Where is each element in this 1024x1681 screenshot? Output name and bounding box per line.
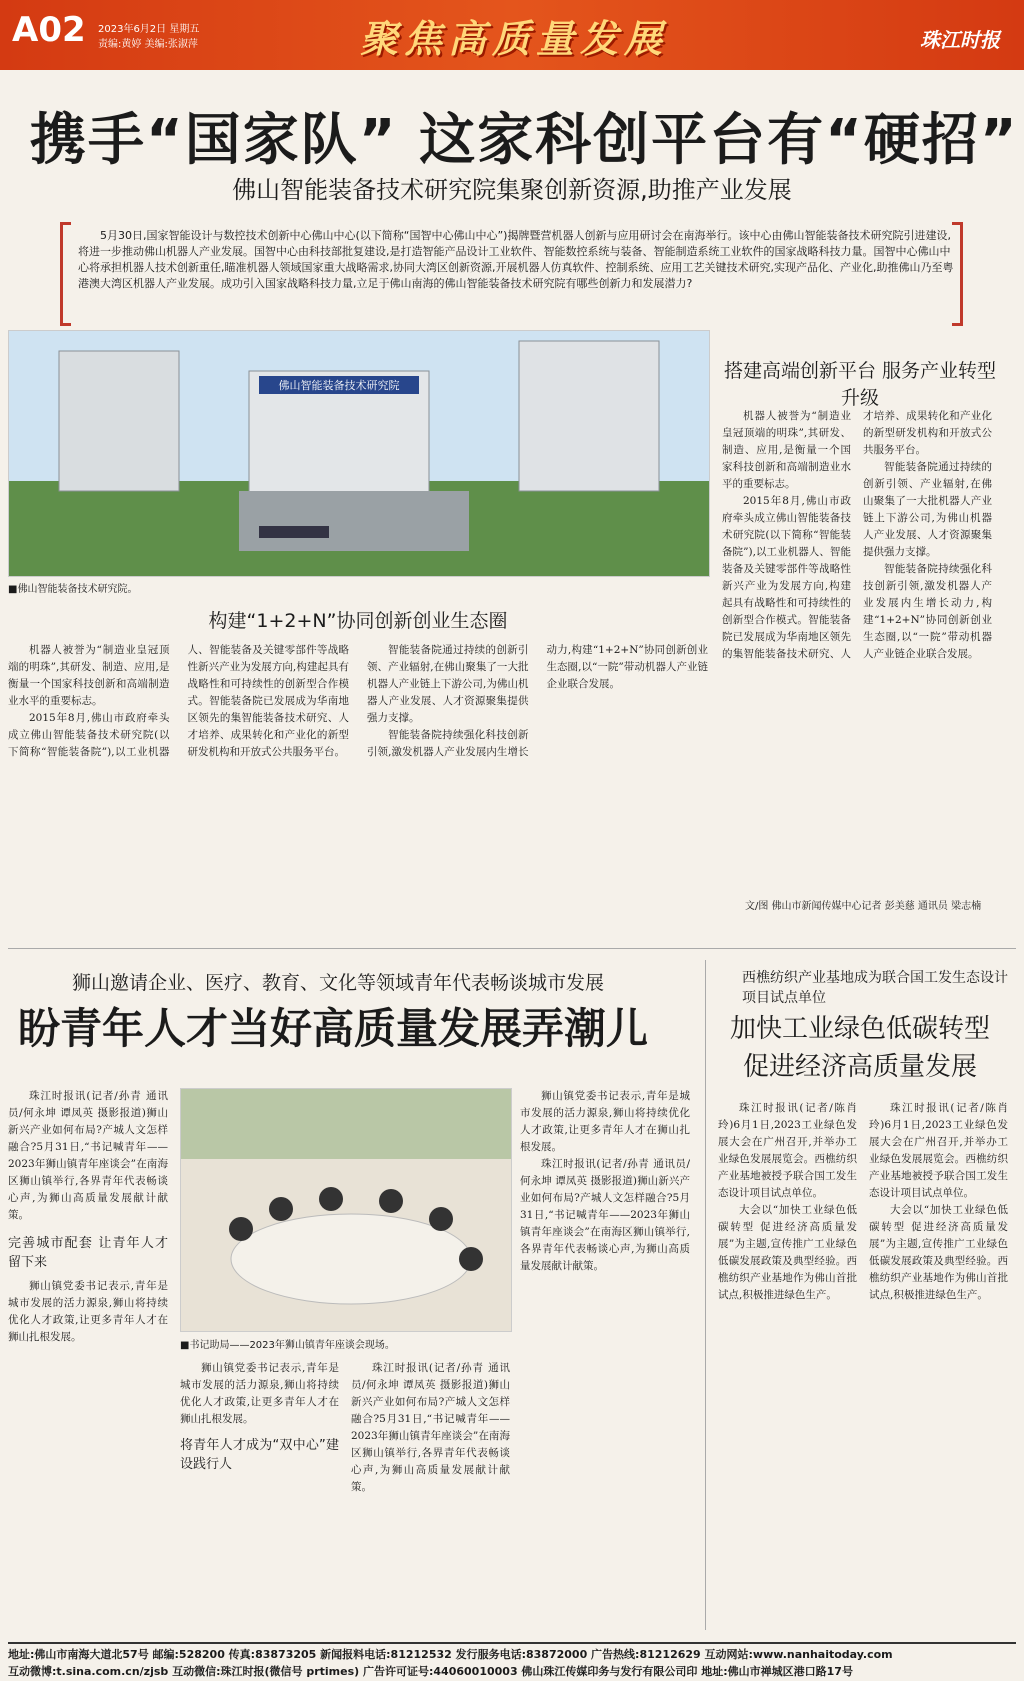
article3-columns: 珠江时报讯(记者/陈肖玲)6月1日,2023工业绿色发展大会在广州召开,并举办工业绿色发展展览会。西樵纺织产业基地被授予联合国工发生态设计项目试点单位。 大会以“加快工业绿色低碳转型 促进经济高质量发展”为主题,宣传推广工业绿色低碳发展政策及典型经验。西樵纺织产业基地作为佛山首批试点,积极推进绿色生产。 珠江时报讯(记者/陈肖玲)6月1日,2023工业绿色发展大会在广州召开,并举办工业绿色发展展览会。西樵纺织产业基地被授予联合国工发生态设计项目试点单位。 大会以“加快工业绿色低碳转型 促进经济高质量发展”为主题,宣传推广工业绿色低碳发展政策及典型经验。西樵纺织产业基地作为佛山首批试点,积极推进绿色生产。: [718, 1102, 1008, 1301]
section-divider: [8, 948, 1016, 949]
article1-body-columns: 机器人被誉为“制造业皇冠顶端的明珠”,其研发、制造、应用,是衡量一个国家科技创新和高端制造业水平的重要标志。 2015年8月,佛山市政府牵头成立佛山智能装备技术研究院(以下简称“智能装备院”),以工业机器人、智能装备及关键零部件等战略性新兴产业为发展方向,构建起具有战略性和可持续性的创新型合作模式。智能装备院已发展成为华南地区领先的集智能装备技术研究、人才培养、成果转化和产业化的新型研发机构和开放式公共服务平台。 智能装备院通过持续的创新引领、产业辐射,在佛山聚集了一大批机器人产业链上下游公司,为佛山机器人产业发展、人才资源聚集提供强力支撑。 智能装备院持续强化科技创新引领,激发机器人产业发展内生增长动力,构建“1+2+N”协同创新创业生态圈,以“一院”带动机器人产业链企业联合发展。: [8, 644, 708, 758]
lead-bracket-left: [60, 222, 71, 326]
article1-byline: 文/图 佛山市新闻传媒中心记者 彭美慈 通讯员 梁志楠: [745, 901, 982, 912]
article2-mid-columns: 狮山镇党委书记表示,青年是城市发展的活力源泉,狮山将持续优化人才政策,让更多青年人才在狮山扎根发展。 将青年人才成为“双中心”建设践行人 珠江时报讯(记者/孙青 通讯员/何永坤 谭凤英 摄影报道)狮山新兴产业如何布局?产城人文怎样融合?5月31日,“书记喊青年——2023年狮山镇青年座谈会”在南海区狮山镇举行,各界青年代表畅谈心声,为狮山高质量发展献计献策。: [180, 1362, 510, 1493]
column-divider: [705, 960, 706, 1630]
section-heading-b: 搭建高端创新平台 服务产业转型升级: [723, 360, 997, 409]
section-heading-a: 构建“1+2+N”协同创新创业生态圈: [208, 610, 508, 632]
article1-headline: 携手“国家队” 这家科创平台有“硬招”: [30, 108, 1019, 173]
newspaper-logo: 珠江时报: [920, 28, 1000, 52]
footer-line-1: 地址:佛山市南海大道北57号 邮编:528200 传真:83873205 新闻报料电话:81212532 发行服务电话:83872000 广告热线:81212629 互动网站:www.nanhaitoday.com: [8, 1648, 893, 1661]
section-banner: 聚焦高质量发展: [360, 16, 669, 61]
article1-subheadline: 佛山智能装备技术研究院集聚创新资源,助推产业发展: [232, 176, 792, 204]
article1-right-columns: 机器人被誉为“制造业皇冠顶端的明珠”,其研发、制造、应用,是衡量一个国家科技创新和高端制造业水平的重要标志。 2015年8月,佛山市政府牵头成立佛山智能装备技术研究院(以下简称“智能装备院”),以工业机器人、智能装备及关键零部件等战略性新兴产业为发展方向,构建起具有战略性和可持续性的创新型合作模式。智能装备院已发展成为华南地区领先的集智能装备技术研究、人才培养、成果转化和产业化的新型研发机构和开放式公共服务平台。 智能装备院通过持续的创新引领、产业辐射,在佛山聚集了一大批机器人产业链上下游公司,为佛山机器人产业发展、人才资源聚集提供强力支撑。 智能装备院持续强化科技创新引领,激发机器人产业发展内生增长动力,构建“1+2+N”协同创新创业生态圈,以“一院”带动机器人产业链企业联合发展。: [722, 410, 992, 660]
footer-line-2: 互动微博:t.sina.com.cn/zjsb 互动微信:珠江时报(微信号 prtimes) 广告许可证号:44060010003 佛山珠江传媒印务与发行有限公司印 地址:佛山市禅城区港口路17号: [8, 1665, 853, 1678]
photo-sign-text: 佛山智能装备技术研究院: [278, 379, 400, 392]
forum-photo-caption: ■书记助局——2023年狮山镇青年座谈会现场。: [180, 1340, 395, 1351]
footer: [8, 1642, 1016, 1680]
article2-left-column: 珠江时报讯(记者/孙青 通讯员/何永坤 谭凤英 摄影报道)狮山新兴产业如何布局?产城人文怎样融合?5月31日,“书记喊青年——2023年狮山镇青年座谈会”在南海区狮山镇举行,各界青年代表畅谈心声,为狮山高质量发展献计献策。 完善城市配套 让青年人才留下来 狮山镇党委书记表示,青年是城市发展的活力源泉,狮山将持续优化人才政策,让更多青年人才在狮山扎根发展。: [8, 1090, 168, 1343]
article3-kicker: 西樵纺织产业基地成为联合国工发生态设计项目试点单位: [742, 970, 1008, 1006]
article2-headline: 盼青年人才当好高质量发展弄潮儿: [18, 1004, 649, 1053]
article2-section-b: 将青年人才成为“双中心”建设践行人: [180, 1438, 339, 1472]
issue-date: 2023年6月2日 星期五 责编:黄婷 美编:张淑萍: [98, 24, 200, 50]
institute-photo: [8, 330, 710, 577]
article1-lead: 5月30日,国家智能设计与数控技术创新中心佛山中心(以下简称“国智中心佛山中心”)揭牌暨营机器人创新与应用研讨会在南海举行。该中心由佛山智能装备技术研究院引进建设,将进一步推动佛山机器人产业发展。国智中心由科技部批复建设,是打造智能产品设计工业软件、智能数控系统与装备、智能制造系统工业软件的国家战略科技力量。国智中心佛山中心将承担机器人技术创新重任,瞄准机器人领域国家重大战略需求,协同大湾区创新资源,开展机器人仿真软件、控制系统、应用工艺关键技术研究,实现产品化、产业化,助推佛山乃至粤港澳大湾区机器人产业发展。成功引入国家战略科技力量,立足于佛山南海的佛山智能装备技术研究院有哪些创新力和发展潜力?: [78, 229, 954, 290]
photo-caption: ■佛山智能装备技术研究院。: [8, 584, 138, 595]
page-number: A02: [12, 10, 86, 50]
forum-photo: [180, 1088, 512, 1332]
article2-section-a: 完善城市配套 让青年人才留下来: [8, 1236, 168, 1270]
article3-headline: 加快工业绿色低碳转型 促进经济高质量发展: [729, 1014, 990, 1082]
article2-kicker: 狮山邀请企业、医疗、教育、文化等领域青年代表畅谈城市发展: [72, 972, 605, 994]
article2-right-column: 狮山镇党委书记表示,青年是城市发展的活力源泉,狮山将持续优化人才政策,让更多青年人才在狮山扎根发展。 珠江时报讯(记者/孙青 通讯员/何永坤 谭凤英 摄影报道)狮山新兴产业如何布局?产城人文怎样融合?5月31日,“书记喊青年——2023年狮山镇青年座谈会”在南海区狮山镇举行,各界青年代表畅谈心声,为狮山高质量发展献计献策。: [520, 1090, 690, 1272]
